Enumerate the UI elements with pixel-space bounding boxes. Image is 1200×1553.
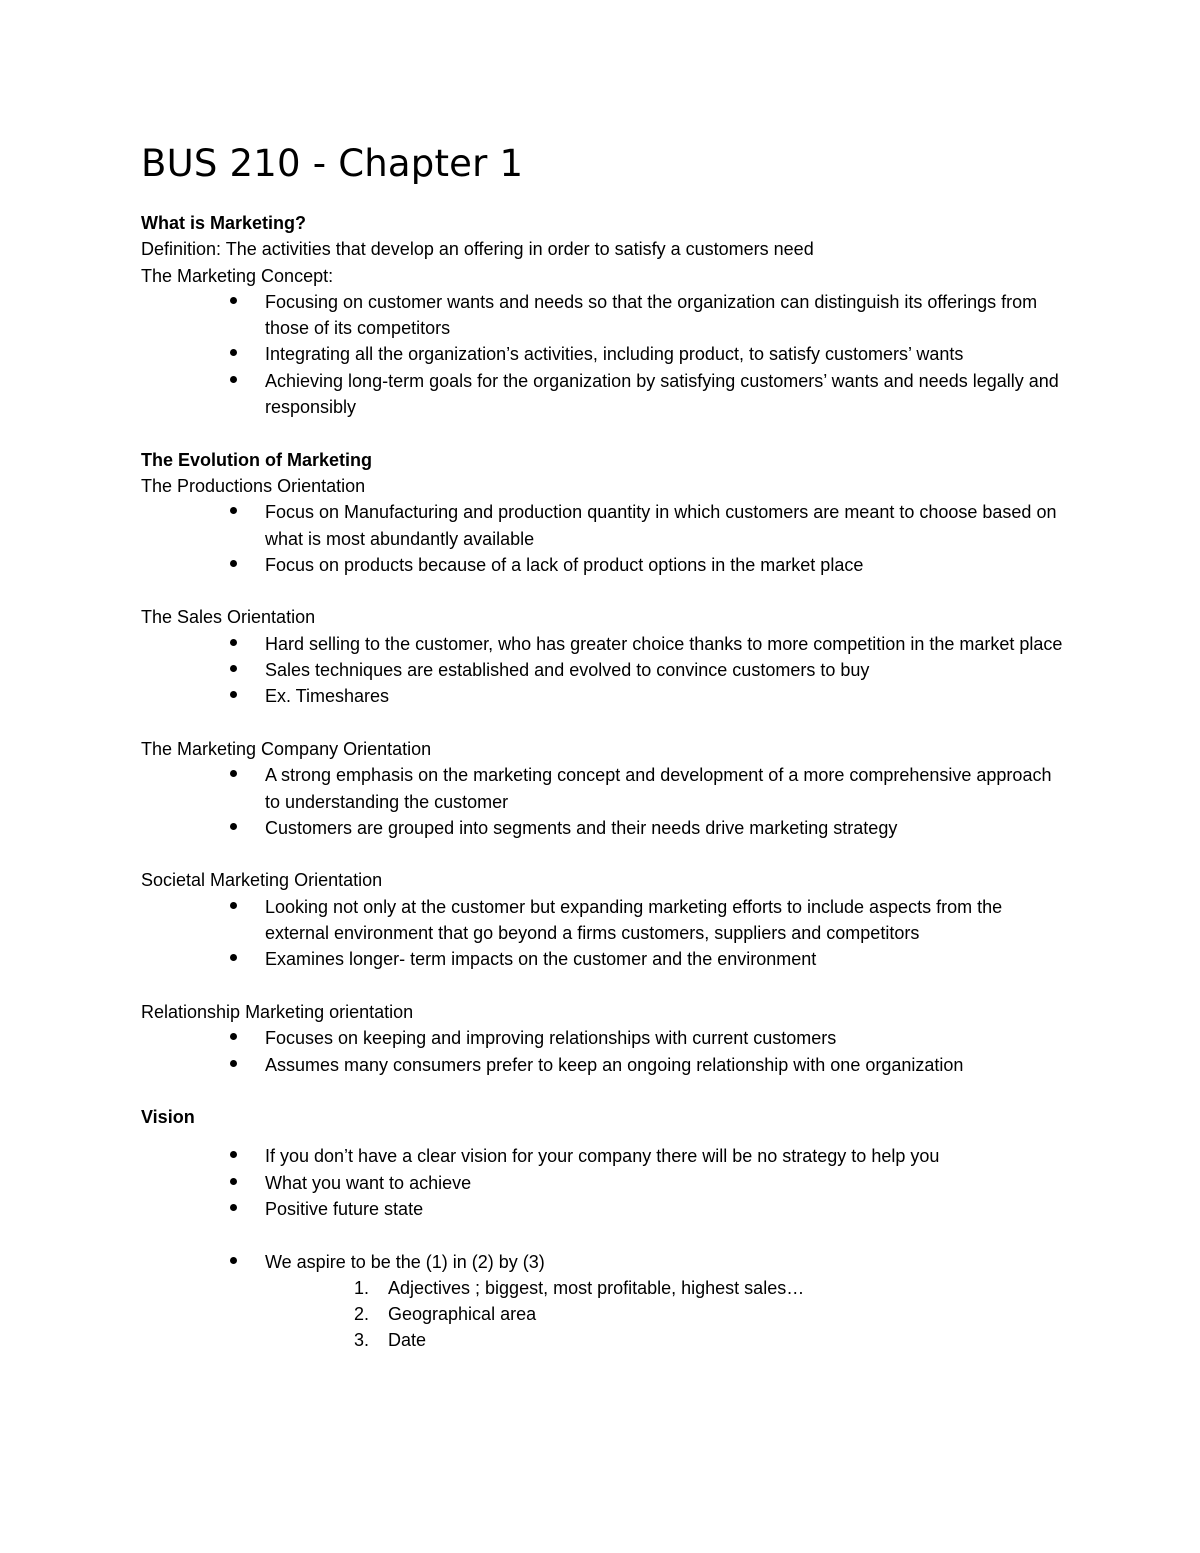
page-title: BUS 210 - Chapter 1 (141, 142, 524, 185)
list-item: What you want to achieve (265, 1170, 1071, 1196)
marketing-company-orientation-label: The Marketing Company Orientation (141, 738, 432, 759)
bullet-icon (230, 1204, 237, 1211)
list-item: Achieving long-term goals for the organization by satisfying customers’ wants and needs legally and responsibly (265, 368, 1071, 421)
list-item: If you don’t have a clear vision for your company there will be no strategy to help you (265, 1143, 1071, 1169)
bullet-icon (230, 1151, 237, 1158)
marketing-company-orientation-list (141, 762, 1071, 841)
bullet-icon (230, 691, 237, 698)
list-item: Positive future state (265, 1196, 1071, 1222)
definition-text: Definition: The activities that develop an offering in order to satisfy a customers need (141, 239, 814, 260)
societal-orientation-list (141, 894, 1071, 973)
list-item: We aspire to be the (1) in (2) by (3) (265, 1249, 1071, 1275)
bullet-icon (230, 1178, 237, 1185)
list-item: Customers are grouped into segments and their needs drive marketing strategy (265, 815, 1071, 841)
bullet-icon (230, 954, 237, 961)
list-item: 1. Adjectives ; biggest, most profitable, highest sales… (354, 1277, 805, 1298)
list-item: Focus on products because of a lack of product options in the market place (265, 552, 1071, 578)
bullet-icon (230, 1060, 237, 1067)
list-item: Focus on Manufacturing and production quantity in which customers are meant to choose based on what is most abundantly available (265, 499, 1071, 552)
relationship-orientation-label: Relationship Marketing orientation (141, 1001, 414, 1022)
marketing-concept-list (141, 289, 1071, 420)
document-page (141, 138, 1071, 1354)
bullet-icon (230, 349, 237, 356)
bullet-icon (230, 639, 237, 646)
list-item: Focusing on customer wants and needs so that the organization can distinguish its offerings from those of its competitors (265, 289, 1071, 342)
section-heading-evolution: The Evolution of Marketing (141, 449, 373, 470)
list-item: 3. Date (354, 1330, 427, 1351)
section-heading-vision: Vision (141, 1107, 195, 1128)
list-item: Examines longer- term impacts on the customer and the environment (265, 946, 1071, 972)
sales-orientation-label: The Sales Orientation (141, 607, 316, 628)
bullet-icon (230, 665, 237, 672)
bullet-icon (230, 376, 237, 383)
relationship-orientation-list (141, 1025, 1071, 1078)
vision-aspire-list (141, 1249, 1071, 1275)
bullet-icon (230, 507, 237, 514)
vision-numbered-list (141, 1275, 1071, 1354)
list-item: A strong emphasis on the marketing concept and development of a more comprehensive approach to understanding the customer (265, 762, 1071, 815)
list-item: Hard selling to the customer, who has greater choice thanks to more competition in the market place (265, 631, 1071, 657)
bullet-icon (230, 1033, 237, 1040)
list-item: Looking not only at the customer but expanding marketing efforts to include aspects from the external environment that go beyond a firms customers, suppliers and competitors (265, 894, 1071, 947)
bullet-icon (230, 297, 237, 304)
vision-list (141, 1143, 1071, 1222)
bullet-icon (230, 560, 237, 567)
list-item: Focuses on keeping and improving relationships with current customers (265, 1025, 1071, 1051)
bullet-icon (230, 1257, 237, 1264)
list-item: Sales techniques are established and evolved to convince customers to buy (265, 657, 1071, 683)
bullet-icon (230, 770, 237, 777)
production-orientation-list (141, 499, 1071, 578)
bullet-icon (230, 902, 237, 909)
list-item: 2. Geographical area (354, 1304, 537, 1325)
bullet-icon (230, 823, 237, 830)
marketing-concept-label: The Marketing Concept: (141, 265, 334, 286)
section-heading-what-is-marketing: What is Marketing? (141, 213, 307, 233)
societal-orientation-label: Societal Marketing Orientation (141, 870, 383, 891)
list-item: Assumes many consumers prefer to keep an ongoing relationship with one organization (265, 1052, 1071, 1078)
list-item: Integrating all the organization’s activities, including product, to satisfy customers’ wants (265, 341, 1071, 367)
sales-orientation-list (141, 631, 1071, 710)
production-orientation-label: The Productions Orientation (141, 475, 366, 496)
list-item: Ex. Timeshares (265, 683, 1071, 709)
